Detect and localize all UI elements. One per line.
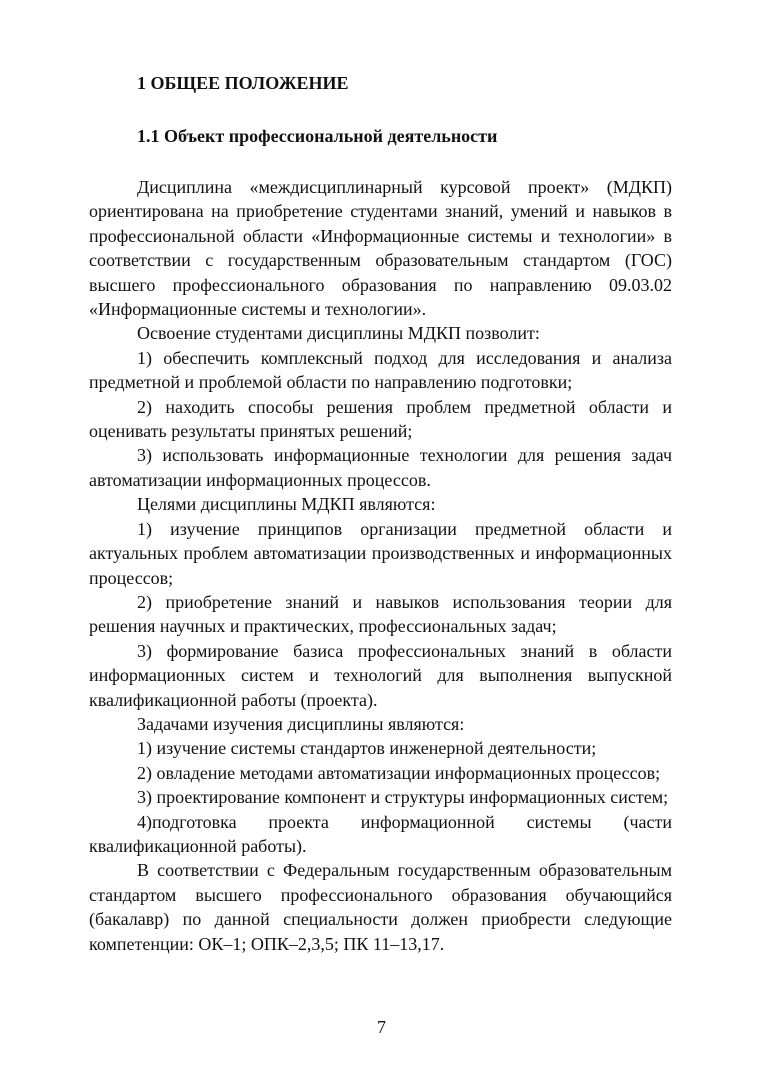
document-page (89, 66, 672, 956)
list-item: 3) формирование базиса профессиональных знаний в области информационных систем и технологий для выполнения выпускной квалификационной работы (проекта). (89, 640, 672, 710)
list-item: 2) находить способы решения проблем предметной области и оценивать результаты принятых решений; (89, 396, 672, 442)
paragraph-intro: Дисциплина «междисциплинарный курсовой проект» (МДКП) ориентирована на приобретение студентами знаний, умений и навыков в профессиональной области «Информационные системы и технологии» в соответствии с государственным образовательным стандартом (ГОС) высшего профессионального образования по направлению 09.03.02 «Информационные системы и технологии». (89, 177, 672, 320)
paragraph-competencies: В соответствии с Федеральным государственным образовательным стандартом высшего профессионального образования обучающийся (бакалавр) по данной специальности должен приобрести следующие компетенции: ОК–1; ОПК–2,3,5; ПК 11–13,17. (89, 860, 672, 954)
paragraph-goals-lead: Целями дисциплины МДКП являются: (137, 494, 436, 515)
page-number: 7 (377, 1017, 386, 1037)
list-item: 4)подготовка проекта информационной системы (части квалификационной работы). (89, 811, 672, 856)
list-item: 1) изучение системы стандартов инженерной деятельности; (137, 738, 597, 759)
list-item: 1) изучение принципов организации предметной области и актуальных проблем автоматизации производственных и информационных процессов; (89, 518, 672, 588)
paragraph-mastery-lead: Освоение студентами дисциплины МДКП позволит: (137, 323, 540, 344)
list-item: 3) проектирование компонент и структуры информационных систем; (137, 787, 669, 808)
list-item: 2) овладение методами автоматизации информационных процессов; (137, 762, 661, 783)
list-item: 3) использовать информационные технологии для решения задач автоматизации информационных процессов. (89, 445, 672, 490)
list-item: 1) обеспечить комплексный подход для исследования и анализа предметной и проблемой области по направлению подготовки; (89, 347, 672, 393)
body-text (89, 175, 672, 956)
paragraph-tasks-lead: Задачами изучения дисциплины являются: (137, 713, 465, 734)
list-item: 2) приобретение знаний и навыков использования теории для решения научных и практических, профессиональных задач; (89, 591, 672, 637)
section-title: 1 ОБЩЕЕ ПОЛОЖЕНИЕ (137, 73, 349, 93)
subsection-title: 1.1 Объект профессиональной деятельности (137, 126, 498, 146)
